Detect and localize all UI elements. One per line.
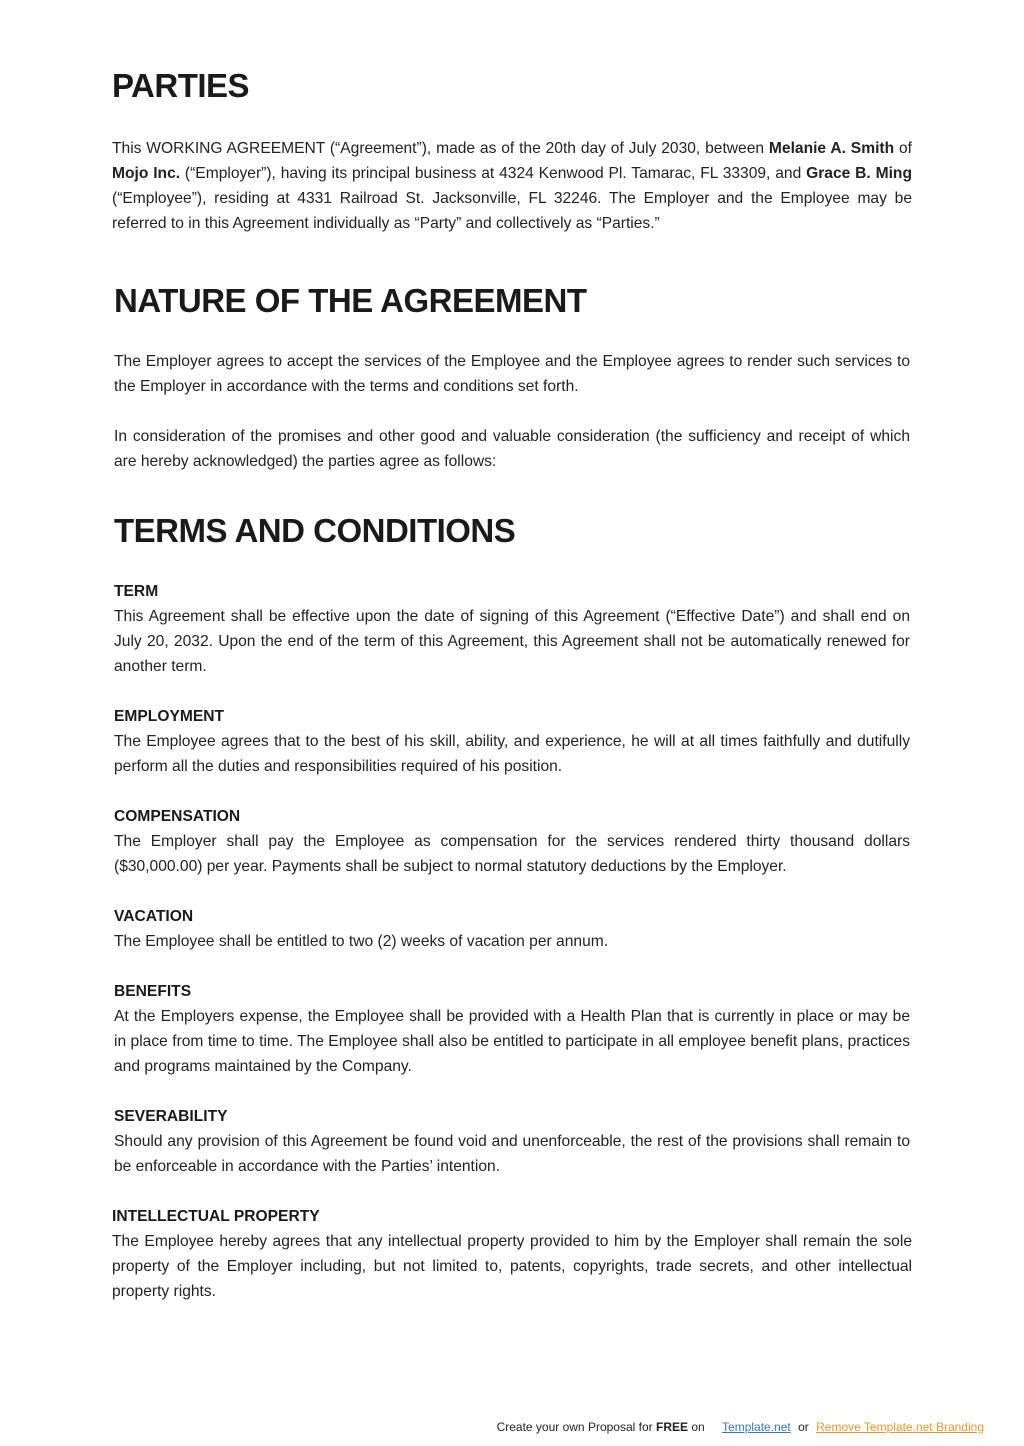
nature-heading: NATURE OF THE AGREEMENT xyxy=(114,282,587,319)
clause-intellectual-property xyxy=(112,1204,912,1304)
clause-text: Should any provision of this Agreement be found void and unenforceable, the rest of the provisions shall remain to be enforceable in accordance with the Parties’ intention. xyxy=(114,1133,910,1175)
clause-text: The Employee agrees that to the best of his skill, ability, and experience, he will at all times faithfully and dutifully perform all the duties and responsibilities required of his position. xyxy=(114,733,910,775)
clause-label: TERM xyxy=(114,583,159,600)
parties-text-3: (“Employer”), having its principal business at 4324 Kenwood Pl. Tamarac, FL 33309, and xyxy=(180,165,807,182)
parties-text-1: This WORKING AGREEMENT (“Agreement”), made as of the 20th day of July 2030, between xyxy=(112,140,769,157)
clause-label: COMPENSATION xyxy=(114,808,241,825)
clause-text: The Employee shall be entitled to two (2) weeks of vacation per annum. xyxy=(114,933,609,950)
clause-benefits xyxy=(114,979,910,1079)
clause-label: BENEFITS xyxy=(114,983,192,1000)
clause-vacation xyxy=(114,904,910,954)
clause-severability xyxy=(114,1104,910,1179)
footer-text: Create your own Proposal for xyxy=(496,1420,656,1434)
terms-heading: TERMS AND CONDITIONS xyxy=(114,512,516,549)
nature-paragraph-2: In consideration of the promises and other good and valuable consideration (the sufficiency and receipt of which are hereby acknowledged) the parties agree as follows: xyxy=(114,428,910,470)
parties-section xyxy=(112,66,912,236)
clause-label: VACATION xyxy=(114,908,194,925)
company-name: Mojo Inc. xyxy=(112,165,181,182)
terms-section xyxy=(114,511,910,1304)
nature-paragraph-1: The Employer agrees to accept the services of the Employee and the Employee agrees to render such services to the Employer in accordance with the terms and conditions set forth. xyxy=(114,353,910,395)
remove-branding-link[interactable]: Remove Template.net Branding xyxy=(816,1420,984,1434)
clause-compensation xyxy=(114,804,910,879)
clause-text: The Employee hereby agrees that any intellectual property provided to him by the Employer shall remain the sole property of the Employer including, but not limited to, patents, copyrights, trade secrets, and other intellectual property rights. xyxy=(112,1233,912,1300)
clause-text: At the Employers expense, the Employee shall be provided with a Health Plan that is currently in place or may be in place from time to time. The Employee shall also be entitled to participate in all employee benefit plans, practices and programs maintained by the Company. xyxy=(114,1008,910,1075)
branding-footer xyxy=(0,1418,984,1436)
footer-or: or xyxy=(798,1420,809,1434)
clause-label: INTELLECTUAL PROPERTY xyxy=(112,1208,320,1225)
nature-section xyxy=(114,281,910,474)
footer-on: on xyxy=(688,1420,705,1434)
clause-term xyxy=(114,579,910,679)
parties-text-2: of xyxy=(894,140,912,157)
parties-paragraph xyxy=(112,136,912,236)
clause-label: SEVERABILITY xyxy=(114,1108,228,1125)
clause-text: The Employer shall pay the Employee as compensation for the services rendered thirty thousand dollars ($30,000.00) per year. Payments shall be subject to normal statutory deductions by the Employer. xyxy=(114,833,910,875)
clause-employment xyxy=(114,704,910,779)
parties-text-4: (“Employee”), residing at 4331 Railroad St. Jacksonville, FL 32246. The Employer and the Employee may be referred to in this Agreement individually as “Party” and collectively as “Parties.” xyxy=(112,190,912,232)
clause-label: EMPLOYMENT xyxy=(114,708,225,725)
employer-name: Melanie A. Smith xyxy=(768,140,895,157)
employee-name: Grace B. Ming xyxy=(806,165,912,182)
footer-free: FREE xyxy=(655,1420,688,1434)
template-net-link[interactable]: Template.net xyxy=(722,1420,791,1434)
clause-text: This Agreement shall be effective upon the date of signing of this Agreement (“Effective Date”) and shall end on July 20, 2032. Upon the end of the term of this Agreement, this Agreement shall not be automatically renewed for another term. xyxy=(114,608,910,675)
parties-heading: PARTIES xyxy=(112,67,250,104)
